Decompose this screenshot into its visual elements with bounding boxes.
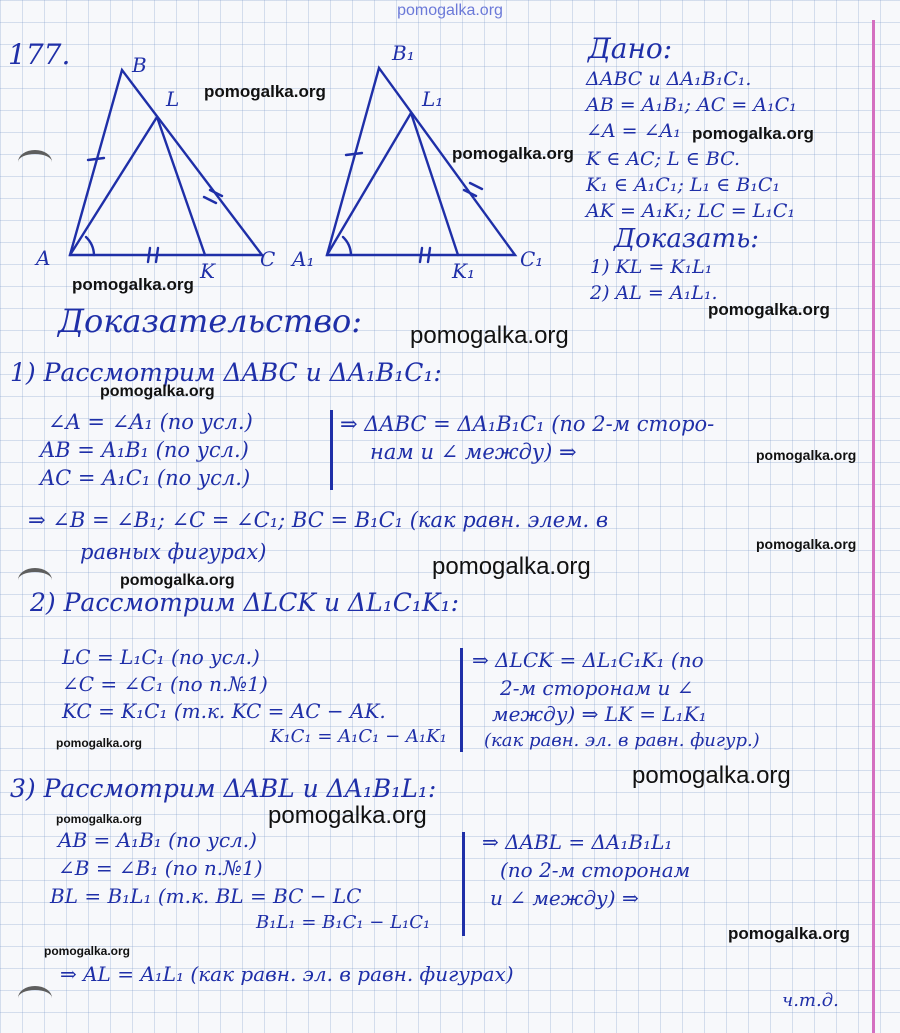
proof-title: Доказательство: (58, 302, 363, 340)
watermark: pomogalka.org (72, 275, 194, 294)
watermark: pomogalka.org (632, 762, 791, 789)
label-c1: C₁ (520, 247, 544, 271)
given-title: Дано: (588, 32, 673, 65)
step3-brace (462, 832, 465, 936)
step3-consequence: ⇒ AL = A₁L₁ (как равн. эл. в равн. фигурах) (60, 962, 514, 986)
step3-result: ⇒ ΔABL = ΔA₁B₁L₁ (482, 830, 673, 854)
watermark: pomogalka.org (56, 736, 143, 750)
watermark: pomogalka.org (728, 924, 850, 943)
watermark: pomogalka.org (756, 536, 857, 552)
step1-consequence: ⇒ ∠B = ∠B₁; ∠C = ∠C₁; BC = B₁C₁ (как равн. элем. в (28, 508, 609, 532)
step2-header: 2) Рассмотрим ΔLCK и ΔL₁C₁K₁: (30, 588, 460, 617)
step1-header: 1) Рассмотрим ΔABC и ΔA₁B₁C₁: (10, 358, 442, 387)
step3-condition: B₁L₁ = B₁C₁ − L₁C₁ (256, 912, 431, 933)
given-line: K ∈ AC; L ∈ BC. (586, 148, 741, 170)
label-b: B (132, 53, 147, 77)
watermark: pomogalka.org (100, 383, 215, 400)
step3-condition: BL = B₁L₁ (т.к. BL = BC − LC (50, 884, 362, 908)
given-line: K₁ ∈ A₁C₁; L₁ ∈ B₁C₁ (586, 174, 780, 196)
angle-a-mark (86, 237, 94, 255)
triangle-figures (0, 0, 900, 320)
step2-brace (460, 648, 463, 752)
prove-line: 1) KL = K₁L₁ (590, 256, 713, 278)
step1-condition: ∠A = ∠A₁ (по усл.) (48, 410, 253, 434)
step3-header: 3) Рассмотрим ΔABL и ΔA₁B₁L₁: (10, 774, 437, 803)
prove-title: Доказать: (614, 224, 760, 254)
step1-condition: AB = A₁B₁ (по усл.) (40, 438, 249, 462)
given-line: ∠A = ∠A₁ (586, 120, 681, 142)
label-l1: L₁ (422, 87, 444, 111)
step1-condition: AC = A₁C₁ (по усл.) (40, 466, 251, 490)
label-k1: K₁ (452, 259, 475, 283)
step2-condition: ∠C = ∠C₁ (по п.№1) (62, 672, 268, 696)
problem-number: 177. (8, 38, 71, 71)
step1-result: ⇒ ΔABC = ΔA₁B₁C₁ (по 2-м сторо- (340, 412, 715, 436)
watermark: pomogalka.org (410, 322, 569, 349)
segment-al (70, 117, 157, 255)
step2-condition: LC = L₁C₁ (по усл.) (62, 645, 260, 669)
step2-result: ⇒ ΔLCK = ΔL₁C₁K₁ (по (472, 648, 704, 672)
watermark-top: pomogalka.org (397, 2, 503, 19)
step3-result: (по 2-м сторонам (500, 858, 691, 882)
segment-a1l1 (327, 113, 411, 255)
given-line: AK = A₁K₁; LC = L₁C₁ (586, 200, 796, 222)
watermark: pomogalka.org (708, 300, 830, 319)
step1-result: нам и ∠ между) ⇒ (370, 440, 577, 464)
watermark: pomogalka.org (432, 553, 591, 580)
step2-result: 2-м сторонам и ∠ (500, 676, 694, 700)
watermark: pomogalka.org (268, 802, 427, 829)
step3-condition: ∠B = ∠B₁ (по п.№1) (58, 856, 263, 880)
given-line: AB = A₁B₁; AC = A₁C₁ (586, 94, 797, 116)
label-a: A (36, 246, 51, 270)
watermark: pomogalka.org (44, 944, 131, 958)
label-l: L (166, 87, 180, 111)
label-c: C (260, 247, 276, 271)
step1-brace (330, 410, 333, 490)
label-k: K (200, 259, 215, 283)
step3-condition: AB = A₁B₁ (по усл.) (58, 828, 257, 852)
label-a1: A₁ (292, 247, 315, 271)
step2-condition: K₁C₁ = A₁C₁ − A₁K₁ (270, 726, 447, 747)
segment-l1k1 (411, 113, 458, 255)
binder-hole (18, 986, 52, 1010)
watermark: pomogalka.org (692, 124, 814, 143)
watermark: pomogalka.org (452, 144, 574, 163)
qed-mark: ч.т.д. (782, 990, 839, 1011)
given-line: ΔABC и ΔA₁B₁C₁. (586, 68, 752, 90)
step1-consequence: равных фигурах) (80, 540, 267, 564)
watermark: pomogalka.org (56, 812, 143, 826)
step2-result: (как равн. эл. в равн. фигур.) (484, 730, 760, 751)
watermark: pomogalka.org (756, 447, 857, 463)
label-b1: B₁ (392, 41, 415, 65)
watermark: pomogalka.org (120, 572, 235, 589)
watermark: pomogalka.org (204, 82, 326, 101)
step2-result: между) ⇒ LK = L₁K₁ (492, 702, 707, 726)
segment-lk (157, 117, 205, 255)
prove-line: 2) AL = A₁L₁. (590, 282, 718, 304)
step3-result: и ∠ между) ⇒ (490, 886, 639, 910)
step2-condition: KC = K₁C₁ (т.к. KC = AC − AK. (62, 699, 386, 723)
